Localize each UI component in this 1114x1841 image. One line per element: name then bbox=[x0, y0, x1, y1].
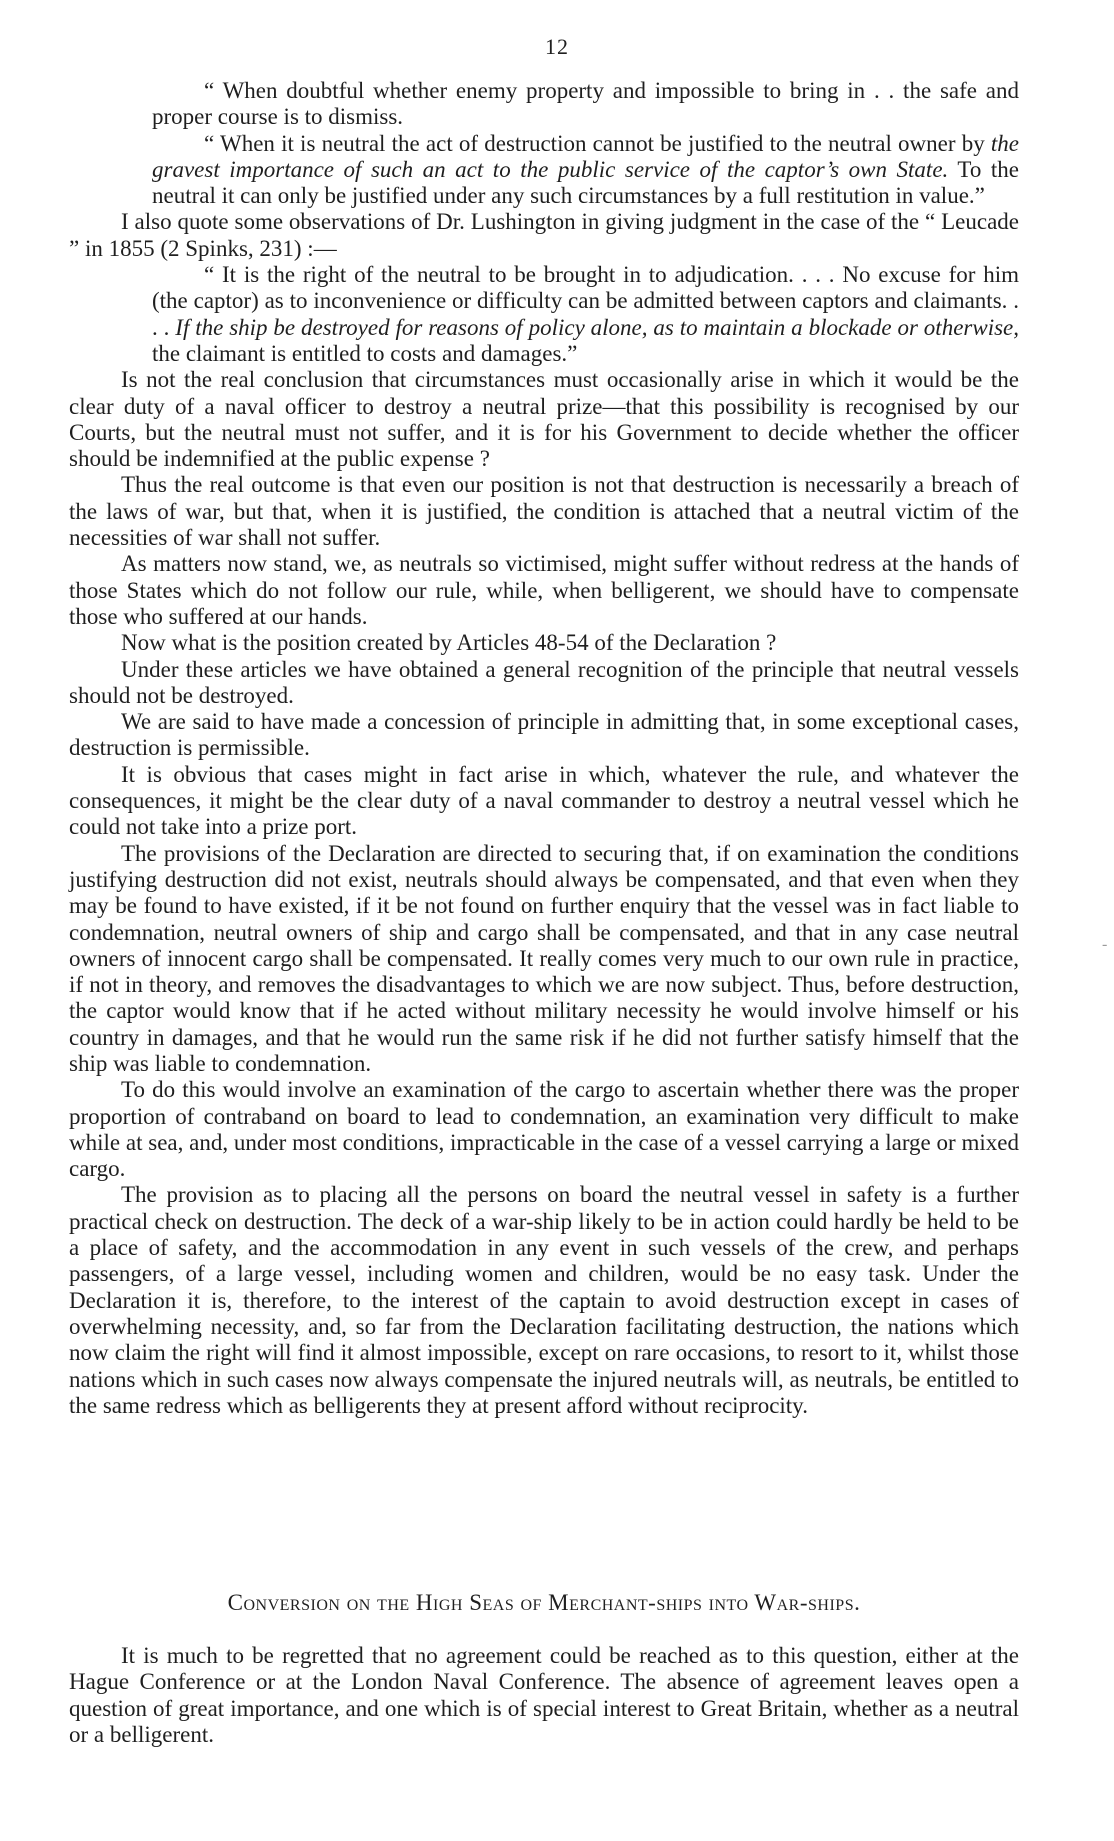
paragraph: Thus the real outcome is that even our position is not that destruction is necessarily a breach of the laws of war, but that, when it is justified, the condition is attached that a neutral victim of the necessities of war shall not suffer. bbox=[69, 472, 1019, 551]
paragraph: Now what is the position created by Articles 48-54 of the Declaration ? bbox=[121, 630, 777, 656]
paragraph: Is not the real conclusion that circumstances must occasionally arise in which it would be the clear duty of a naval officer to destroy a neutral prize—that this possibility is recognised by our Courts, but the neutral must not suffer, and it is for his Government to decide whether the officer should be indemnified at the public expense ? bbox=[69, 367, 1019, 472]
paragraph: It is much to be regretted that no agreement could be reached as to this question, either at the Hague Conference or at the London Naval Conference. The absence of agreement leaves open a question of great importance, and one which is of special interest to Great Britain, whether as a neutral or a belligerent. bbox=[69, 1643, 1019, 1747]
body-text bbox=[69, 78, 1019, 1419]
paragraph: Under these articles we have obtained a general recognition of the principle that neutral vessels should not be destroyed. bbox=[69, 656, 1019, 708]
paragraph: The provision as to placing all the persons on board the neutral vessel in safety is a further practical check on destruction. The deck of a war-ship likely to be in action could hardly be held to be a place of safety, and the accommodation in any event in such vessels of the crew, and perhaps passengers, of a large vessel, including women and children, would be no easy task. Under the Declaration it is, therefore, to the interest of the captain to avoid destruction except in cases of overwhelming necessity, and, so far from the Declaration facilitating destruction, the nations which now claim the right will find it almost impossible, except on rare occasions, to resort to it, whilst those nations which in such cases now always compensate the injured neutrals will, as neutrals, be entitled to the same redress which as belligerents they at present afford without reciprocity. bbox=[69, 1182, 1019, 1418]
quote-paragraph: “ When doubtful whether enemy property and impossible to bring in . . the safe and proper course is to dismiss. bbox=[152, 78, 1019, 130]
paragraph: As matters now stand, we, as neutrals so victimised, might suffer without redress at the hands of those States which do not follow our rule, while, when belligerent, we should have to compensate those who suffered at our hands. bbox=[69, 551, 1019, 629]
quote-text: To the neutral it can only be justified under any such circumstances by a full restitution in value.” bbox=[152, 156, 1019, 209]
quote-text: the claimant is entitled to costs and damages.” bbox=[152, 340, 578, 366]
page-number: 12 bbox=[545, 34, 569, 59]
paragraph: I also quote some observations of Dr. Lushington in giving judgment in the case of the “ Leucade ” in 1855 (2 Spinks, 231) :— bbox=[69, 209, 1019, 261]
section-heading: Conversion on the High Seas of Merchant-ships into War-ships. bbox=[227, 1590, 861, 1615]
quote-italic-text: the gravest importance of such an act to the public service of the captor’s own State. bbox=[152, 130, 1020, 182]
paragraph: It is obvious that cases might in fact arise in which, whatever the rule, and whatever the consequences, it might be the clear duty of a naval commander to destroy a neutral vessel which he could not take into a prize port. bbox=[69, 761, 1019, 840]
quote-paragraph bbox=[152, 262, 1019, 367]
quote-text: “ It is the right of the neutral to be brought in to adjudication. . . . No excuse for him (the captor) as to inconvenience or difficulty can be admitted between captors and claimants. . . . bbox=[152, 262, 1019, 340]
final-text bbox=[69, 1643, 1019, 1748]
quote-italic-text: If the ship be destroyed for reasons of policy alone, as to maintain a blockade or otherwise, bbox=[175, 314, 1019, 340]
margin-mark: - bbox=[1102, 936, 1108, 953]
paragraph: To do this would involve an examination of the cargo to ascertain whether there was the proper proportion of contraband on board to lead to condemnation, an examination very difficult to make while at sea, and, under most conditions, impracticable in the case of a vessel carrying a large or mixed cargo. bbox=[69, 1077, 1019, 1182]
quote-text: “ When it is neutral the act of destruction cannot be justified to the neutral owner by bbox=[204, 130, 985, 156]
paragraph: We are said to have made a concession of principle in admitting that, in some exceptional cases, destruction is permissible. bbox=[69, 709, 1019, 761]
quote-paragraph bbox=[152, 131, 1019, 210]
paragraph: The provisions of the Declaration are directed to securing that, if on examination the conditions justifying destruction did not exist, neutrals should always be compensated, and that even when they may be found to have existed, if it be not found on further enquiry that the vessel was in fact liable to condemnation, neutral owners of ship and cargo shall be compensated, and that in any case neutral owners of innocent cargo shall be compensated. It really comes very much to our own rule in practice, if not in theory, and removes the disadvantages to which we are now subject. Thus, before destruction, the captor would know that if he acted without military necessity he would involve himself or his country in damages, and that he would run the same risk if he did not further satisfy himself that the ship was liable to condemnation. bbox=[69, 840, 1019, 1076]
